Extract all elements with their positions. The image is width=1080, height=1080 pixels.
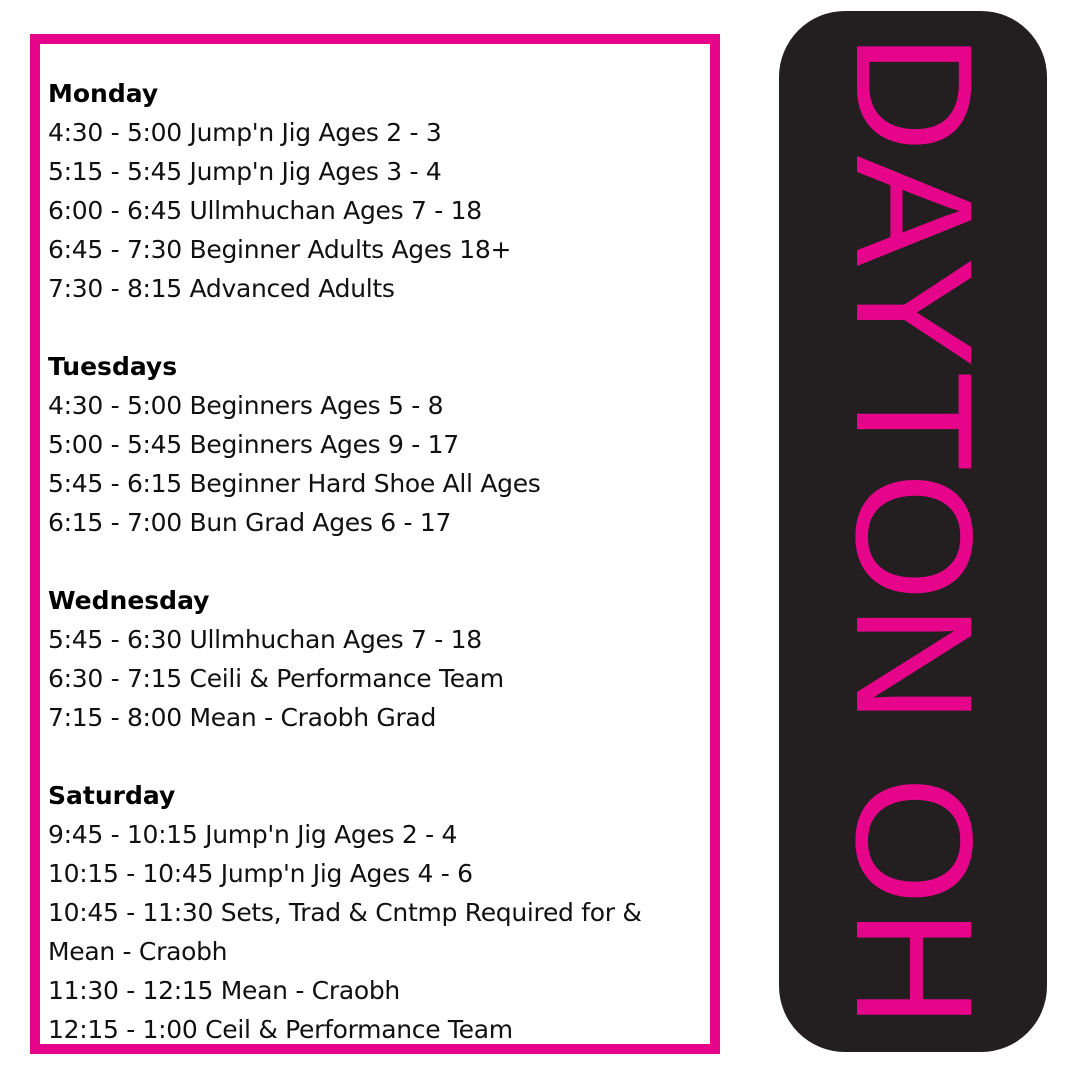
location-title: DAYTON OH [821,32,1006,1031]
day-block-saturday [48,776,710,1049]
class-entry: 5:45 - 6:15 Beginner Hard Shoe All Ages [48,469,541,498]
class-entry: 6:15 - 7:00 Bun Grad Ages 6 - 17 [48,508,452,537]
class-entry: 4:30 - 5:00 Beginners Ages 5 - 8 [48,391,444,420]
day-title: Monday [48,79,159,108]
class-entry: 6:30 - 7:15 Ceili & Performance Team [48,664,504,693]
day-block-monday [48,74,710,308]
class-entry-continuation: Mean - Craobh [48,937,228,966]
location-banner [779,11,1047,1052]
day-block-wednesday [48,581,710,737]
class-entry: 10:15 - 10:45 Jump'n Jig Ages 4 - 6 [48,859,473,888]
class-entry: 5:15 - 5:45 Jump'n Jig Ages 3 - 4 [48,157,442,186]
class-entry: 12:15 - 1:00 Ceil & Performance Team [48,1015,513,1044]
class-entry: 7:15 - 8:00 Mean - Craobh Grad [48,703,437,732]
class-entry: 5:00 - 5:45 Beginners Ages 9 - 17 [48,430,459,459]
class-entry: 9:45 - 10:15 Jump'n Jig Ages 2 - 4 [48,820,458,849]
schedule-panel [30,34,720,1054]
day-title: Tuesdays [48,352,178,381]
class-entry: 5:45 - 6:30 Ullmhuchan Ages 7 - 18 [48,625,482,654]
day-title: Saturday [48,781,176,810]
class-entry: 10:45 - 11:30 Sets, Trad & Cntmp Required for & [48,898,642,927]
class-entry: 11:30 - 12:15 Mean - Craobh [48,976,400,1005]
day-block-tuesdays [48,347,710,542]
class-entry: 6:45 - 7:30 Beginner Adults Ages 18+ [48,235,512,264]
class-entry: 7:30 - 8:15 Advanced Adults [48,274,395,303]
day-title: Wednesday [48,586,210,615]
class-entry: 6:00 - 6:45 Ullmhuchan Ages 7 - 18 [48,196,482,225]
class-entry: 4:30 - 5:00 Jump'n Jig Ages 2 - 3 [48,118,442,147]
